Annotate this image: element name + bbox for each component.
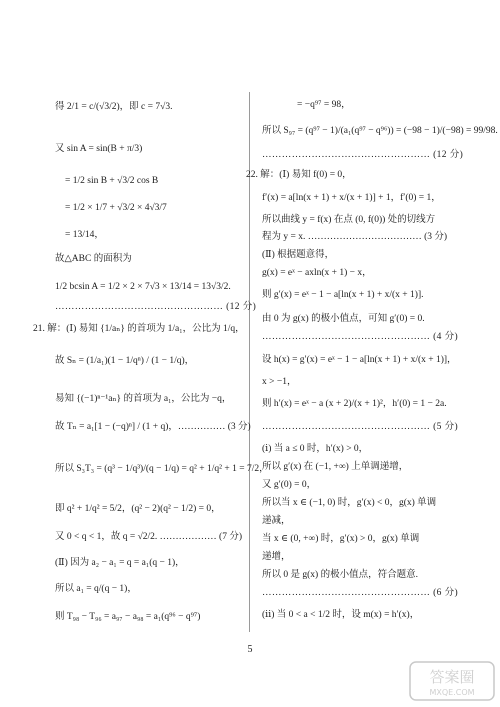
text-line: 又 g′(0) = 0， <box>262 480 317 490</box>
text-line: (Ⅱ) 因为 a₂ − a₁ = q = a₁(q − 1)， <box>55 558 185 568</box>
text-line: = 1/2 sin B + √3/2 cos B <box>65 176 159 186</box>
text-line: 所以 S₉₇ = (q⁹⁷ − 1)/(a₁(q⁹⁷ − q⁹⁶)) = (−98 − 1)/(−98) = 99/98. <box>262 126 498 136</box>
text-line: 所以 0 是 g(x) 的极小值点，符合题意. <box>262 570 418 580</box>
text-line: 由 0 为 g(x) 的极小值点，可知 g′(0) = 0. <box>262 314 425 324</box>
svg-text:MXQE.COM: MXQE.COM <box>429 688 475 697</box>
watermark-logo <box>408 660 496 702</box>
page-number: 5 <box>247 644 253 655</box>
score-line: …………………………………………… (12 分) <box>262 150 464 160</box>
text-line: 故 Tₙ = a₁[1 − (−q)ⁿ] / (1 + q)，…………… (3 分) <box>55 422 251 432</box>
text-line: 递增， <box>262 552 291 562</box>
score-line: …………………………………………… (6 分) <box>262 588 459 598</box>
text-line: 故△ABC 的面积为 <box>55 254 132 264</box>
text-line: = −q⁹⁷ = 98， <box>297 100 351 110</box>
text-line: 所以 a₁ = q/(q − 1)， <box>55 584 137 594</box>
text-line: g(x) = eˣ − axln(x + 1) − x， <box>262 268 372 278</box>
text-line: 所以 S₃T₃ = (q³ − 1/q³)/(q − 1/q) = q² + 1/q² + 1 = 7/2， <box>55 464 269 474</box>
text-line: (ⅱ) 当 0 < a < 1/2 时，设 m(x) = h′(x)， <box>262 610 420 620</box>
text-line: f′(x) = a[ln(x + 1) + x/(x + 1)] + 1，f′(0) = 1， <box>262 193 441 203</box>
svg-text:答案圈: 答案圈 <box>429 668 475 686</box>
score-line: …………………………………………… (12 分) <box>55 302 257 312</box>
problem-22-heading: 22. 解：(Ⅰ) 易知 f(0) = 0， <box>246 170 352 180</box>
text-line: = 1/2 × 1/7 + √3/2 × 4√3/7 <box>65 203 167 213</box>
text-line: 所以 g′(x) 在 (−1, +∞) 上单调递增， <box>262 462 409 472</box>
text-line: 得 2/1 = c/(√3/2)，即 c = 7√3. <box>55 102 173 112</box>
text-line: 即 q² + 1/q² = 5/2，(q² − 2)(q² − 1/2) = 0， <box>55 504 221 514</box>
text-line: = 13/14， <box>65 230 104 240</box>
score-line: …………………………………………… (5 分) <box>262 422 459 432</box>
text-line: x > −1， <box>262 377 297 387</box>
text-line: 故 Sₙ = (1/a₁)(1 − 1/qⁿ) / (1 − 1/q)， <box>55 356 195 366</box>
text-line: 1/2 bcsin A = 1/2 × 2 × 7√3 × 13/14 = 13√3/2. <box>55 282 231 292</box>
text-line: 则 g′(x) = eˣ − 1 − a[ln(x + 1) + x/(x + 1)]. <box>262 290 424 300</box>
problem-21-heading: 21. 解：(Ⅰ) 易知 {1/aₙ} 的首项为 1/a₁，公比为 1/q， <box>33 324 245 334</box>
text-line: 又 sin A = sin(B + π/3) <box>55 144 143 154</box>
text-line: (ⅰ) 当 a ≤ 0 时，h′(x) > 0， <box>262 444 369 454</box>
text-line: 当 x ∈ (0, +∞) 时，g′(x) > 0，g(x) 单调 <box>262 534 420 544</box>
text-line: (Ⅱ) 根据题意得， <box>262 250 335 260</box>
score-line: …………………………………………… (4 分) <box>262 332 459 342</box>
text-line: 所以当 x ∈ (−1, 0) 时，g′(x) < 0，g(x) 单调 <box>262 498 437 508</box>
text-line: 所以曲线 y = f(x) 在点 (0, f(0)) 处的切线方 <box>262 215 436 225</box>
text-line: 又 0 < q < 1，故 q = √2/2. ……………… (7 分) <box>55 532 243 542</box>
text-line: 则 T₉₈ − T₉₆ = a₉₇ − a₉₈ = a₁(q⁹⁶ − q⁹⁷) <box>55 612 201 622</box>
text-line: 程为 y = x. ……………………………… (3 分) <box>262 232 448 242</box>
text-line: 易知 {(−1)ⁿ⁻¹aₙ} 的首项为 a₁，公比为 −q， <box>55 394 232 404</box>
text-line: 递减， <box>262 516 291 526</box>
text-line: 设 h(x) = g′(x) = eˣ − 1 − a[ln(x + 1) + x/(x + 1)]， <box>262 355 457 365</box>
text-line: 则 h′(x) = eˣ − a (x + 2)/(x + 1)²，h′(0) = 1 − 2a. <box>262 399 447 409</box>
